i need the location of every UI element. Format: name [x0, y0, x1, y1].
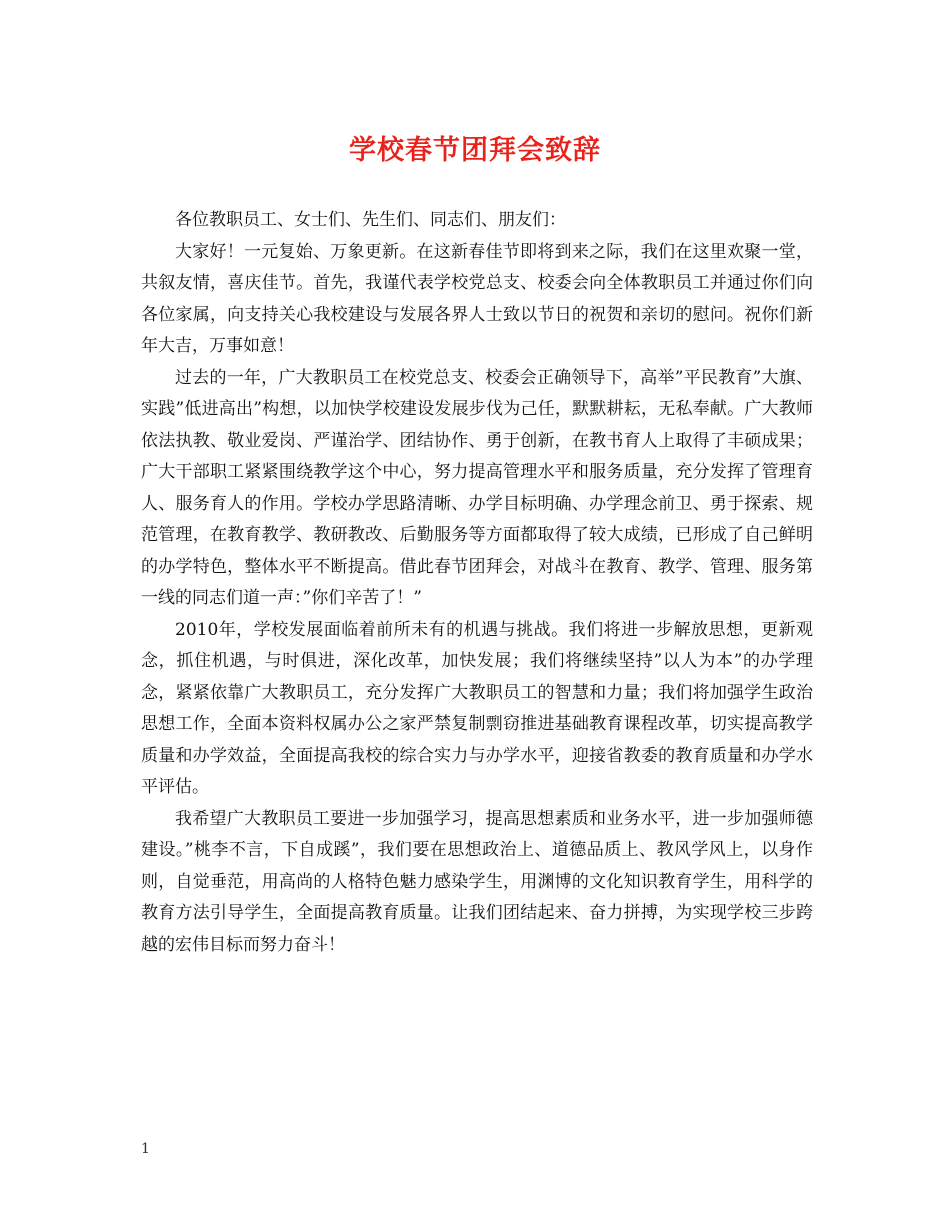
- page-title: 学校春节团拜会致辞: [349, 135, 601, 166]
- paragraph-plans: 2010年，学校发展面临着前所未有的机遇与挑战。我们将进一步解放思想，更新观念，抓住机遇，与时俱进，深化改革，加快发展；我们将继续坚持”以人为本”的办学理念，紧紧依靠广大教职员工，充分发挥广大教职员工的智慧和力量；我们将加强学生政治思想工作，全面本资料权属办公之家严禁复制剽窃推进基础教育课程改革，切实提高教学质量和办学效益，全面提高我校的综合实力与办学水平，迎接省教委的教育质量和办学水平评估。: [141, 619, 813, 797]
- paragraph-review: 过去的一年，广大教职员工在校党总支、校委会正确领导下，高举”平民教育”大旗、实践”低进高出”构想，以加快学校建设发展步伐为己任，默默耕耘，无私奉献。广大教师依法执教、敬业爱岗、严谨治学、团结协作、勇于创新，在教书育人上取得了丰硕成果；广大干部职工紧紧围绕教学这个中心，努力提高管理水平和服务质量，充分发挥了管理育人、服务育人的作用。学校办学思路清晰、办学目标明确、办学理念前卫、勇于探索、规范管理，在教育教学、教研教改、后勤服务等方面都取得了较大成绩，已形成了自己鲜明的办学特色，整体水平不断提高。借此春节团拜会，对战斗在教育、教学、管理、服务第一线的同志们道一声：”你们辛苦了！”: [141, 367, 813, 608]
- page-number: 1: [141, 1141, 150, 1157]
- document-body: [141, 205, 813, 961]
- paragraph-welcome: 大家好！一元复始、万象更新。在这新春佳节即将到来之际，我们在这里欢聚一堂，共叙友情，喜庆佳节。首先，我谨代表学校党总支、校委会向全体教职员工并通过你们向各位家属，向支持关心我校建设与发展各界人士致以节日的祝贺和亲切的慰问。祝你们新年大吉，万事如意！: [141, 241, 813, 356]
- paragraph-closing: 我希望广大教职员工要进一步加强学习，提高思想素质和业务水平，进一步加强师德建设。”桃李不言，下自成蹊”，我们要在思想政治上、道德品质上、教风学风上，以身作则，自觉垂范，用高尚的人格特色魅力感染学生，用渊博的文化知识教育学生，用科学的教育方法引导学生，全面提高教育质量。让我们团结起来、奋力拼搏，为实现学校三步跨越的宏伟目标而努力奋斗！: [141, 808, 813, 955]
- paragraph-greeting: 各位教职员工、女士们、先生们、同志们、朋友们：: [175, 210, 566, 230]
